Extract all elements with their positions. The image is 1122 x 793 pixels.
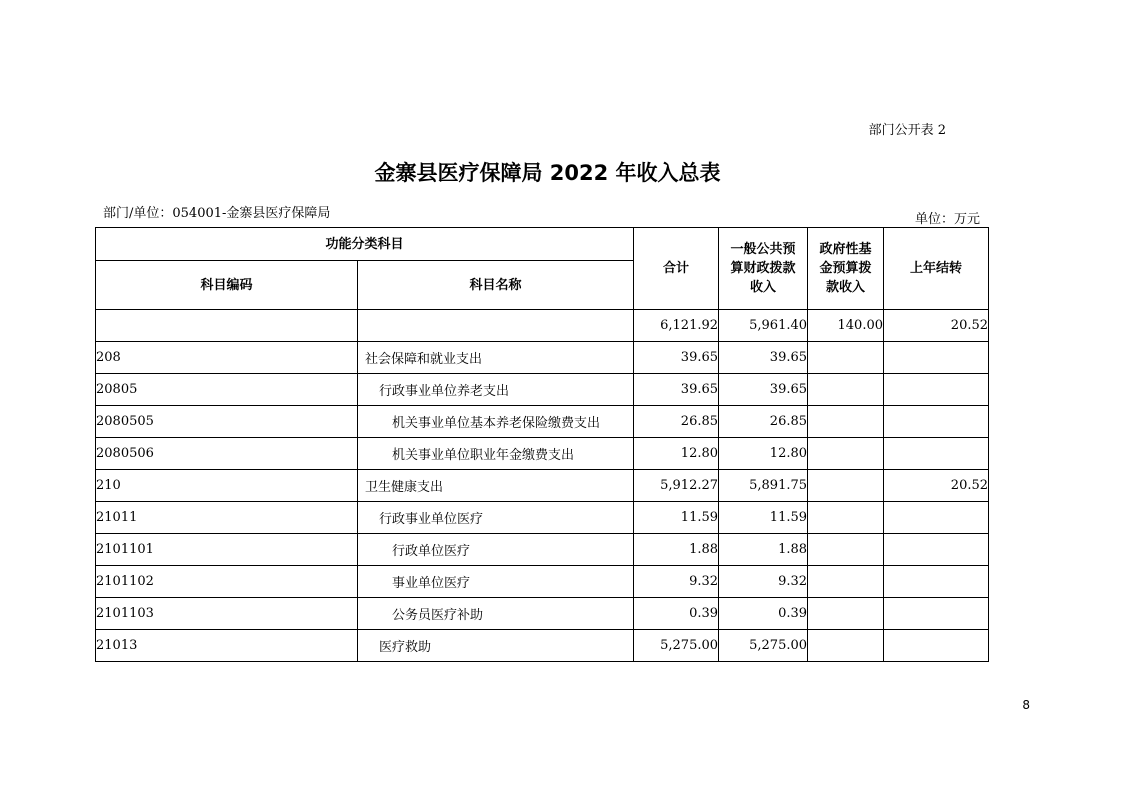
row-name: 事业单位医疗 bbox=[358, 566, 634, 598]
header-gov-fund: 政府性基金预算拨款收入 bbox=[808, 228, 884, 310]
header-code: 科目编码 bbox=[96, 261, 358, 310]
row-code: 2101101 bbox=[96, 534, 358, 566]
row-total: 39.65 bbox=[634, 374, 719, 406]
row-total: 11.59 bbox=[634, 502, 719, 534]
row-name: 医疗救助 bbox=[358, 630, 634, 662]
row-carry bbox=[884, 502, 989, 534]
row-carry: 20.52 bbox=[884, 310, 989, 342]
unit-label: 单位：万元 bbox=[914, 212, 980, 227]
row-name: 公务员医疗补助 bbox=[358, 598, 634, 630]
row-general: 0.39 bbox=[719, 598, 808, 630]
row-fund bbox=[808, 374, 884, 406]
table-row bbox=[96, 406, 989, 438]
row-code: 21013 bbox=[96, 630, 358, 662]
row-total: 5,275.00 bbox=[634, 630, 719, 662]
row-carry: 20.52 bbox=[884, 470, 989, 502]
row-name: 社会保障和就业支出 bbox=[358, 342, 634, 374]
page-number: 8 bbox=[1022, 698, 1030, 712]
row-total: 39.65 bbox=[634, 342, 719, 374]
row-total: 1.88 bbox=[634, 534, 719, 566]
row-carry bbox=[884, 566, 989, 598]
row-total: 6,121.92 bbox=[634, 310, 719, 342]
row-carry bbox=[884, 342, 989, 374]
row-carry bbox=[884, 630, 989, 662]
table-row bbox=[96, 374, 989, 406]
row-fund bbox=[808, 598, 884, 630]
table-row bbox=[96, 630, 989, 662]
row-fund bbox=[808, 406, 884, 438]
row-name: 行政事业单位养老支出 bbox=[358, 374, 634, 406]
header-general-budget: 一般公共预算财政拨款收入 bbox=[719, 228, 808, 310]
row-general: 12.80 bbox=[719, 438, 808, 470]
header-name: 科目名称 bbox=[358, 261, 634, 310]
row-fund bbox=[808, 502, 884, 534]
row-fund bbox=[808, 630, 884, 662]
row-general: 26.85 bbox=[719, 406, 808, 438]
table-row bbox=[96, 342, 989, 374]
row-code: 2080505 bbox=[96, 406, 358, 438]
row-code: 2101102 bbox=[96, 566, 358, 598]
row-fund bbox=[808, 566, 884, 598]
table-row bbox=[96, 502, 989, 534]
row-general: 9.32 bbox=[719, 566, 808, 598]
row-fund: 140.00 bbox=[808, 310, 884, 342]
table-row bbox=[96, 598, 989, 630]
row-code: 2101103 bbox=[96, 598, 358, 630]
header-total: 合计 bbox=[634, 228, 719, 310]
row-general: 5,961.40 bbox=[719, 310, 808, 342]
row-name: 卫生健康支出 bbox=[358, 470, 634, 502]
row-fund bbox=[808, 534, 884, 566]
row-name: 行政单位医疗 bbox=[358, 534, 634, 566]
row-general: 5,275.00 bbox=[719, 630, 808, 662]
row-general: 39.65 bbox=[719, 374, 808, 406]
table-row bbox=[96, 534, 989, 566]
row-total: 12.80 bbox=[634, 438, 719, 470]
row-total: 9.32 bbox=[634, 566, 719, 598]
row-carry bbox=[884, 598, 989, 630]
row-code: 208 bbox=[96, 342, 358, 374]
row-carry bbox=[884, 534, 989, 566]
row-carry bbox=[884, 406, 989, 438]
row-fund bbox=[808, 438, 884, 470]
table-row bbox=[96, 566, 989, 598]
row-total: 5,912.27 bbox=[634, 470, 719, 502]
income-table bbox=[95, 227, 989, 662]
table-row bbox=[96, 310, 989, 342]
row-code: 210 bbox=[96, 470, 358, 502]
row-carry bbox=[884, 438, 989, 470]
row-name: 机关事业单位基本养老保险缴费支出 bbox=[358, 406, 634, 438]
row-fund bbox=[808, 470, 884, 502]
row-total: 26.85 bbox=[634, 406, 719, 438]
row-name: 行政事业单位医疗 bbox=[358, 502, 634, 534]
row-code: 20805 bbox=[96, 374, 358, 406]
row-name: 机关事业单位职业年金缴费支出 bbox=[358, 438, 634, 470]
row-carry bbox=[884, 374, 989, 406]
row-general: 1.88 bbox=[719, 534, 808, 566]
form-tag: 部门公开表 2 bbox=[868, 123, 946, 138]
department-label: 部门/单位：054001-金寨县医疗保障局 bbox=[103, 206, 331, 221]
row-code: 2080506 bbox=[96, 438, 358, 470]
row-code: 21011 bbox=[96, 502, 358, 534]
page-title: 金寨县医疗保障局 2022 年收入总表 bbox=[374, 161, 721, 185]
row-name bbox=[358, 310, 634, 342]
row-general: 39.65 bbox=[719, 342, 808, 374]
table-row bbox=[96, 438, 989, 470]
row-code bbox=[96, 310, 358, 342]
row-general: 11.59 bbox=[719, 502, 808, 534]
row-fund bbox=[808, 342, 884, 374]
row-total: 0.39 bbox=[634, 598, 719, 630]
header-carryover: 上年结转 bbox=[884, 228, 989, 310]
header-category: 功能分类科目 bbox=[96, 228, 634, 261]
table-row bbox=[96, 470, 989, 502]
row-general: 5,891.75 bbox=[719, 470, 808, 502]
